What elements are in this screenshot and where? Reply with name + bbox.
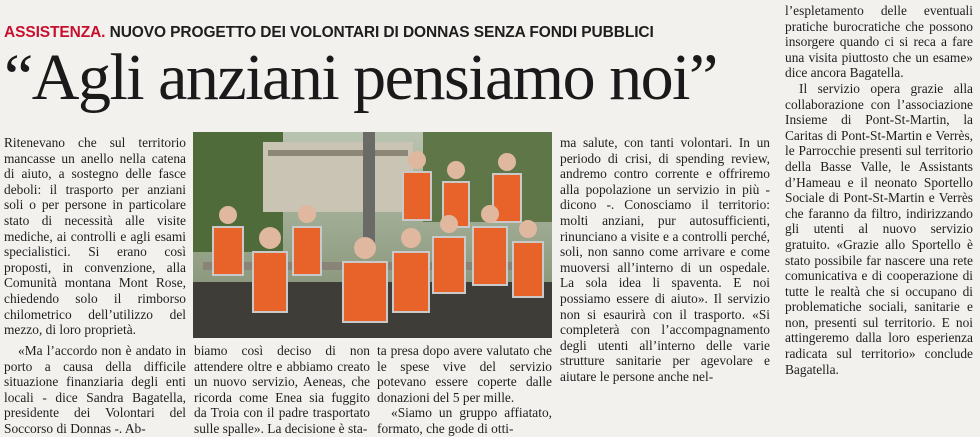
- paragraph: «Ma l’accordo non è andato in porto a causa della difficile situazione finanziaria degli enti locali - dice Sandra Bagatella, presidente dei Volontari del Soccorso di Donnas -. Ab-: [4, 343, 186, 436]
- paragraph: l’espletamento delle eventuali pratiche burocratiche che possono insorgere quando ci si reca a fare una visita piuttosto che un esame» dice ancora Bagatella.: [785, 3, 973, 81]
- article-column-1: [4, 135, 186, 338]
- article-column-5: [785, 3, 973, 377]
- paragraph: «Siamo un gruppo affiatato, formato, che gode di otti-: [377, 405, 552, 436]
- article-column-3: [377, 343, 552, 437]
- article-column-4: [560, 135, 770, 385]
- article-column-1-continued: [4, 343, 186, 437]
- group-photo-volunteers-icon: [193, 132, 552, 338]
- headline: “Agli anziani pensiamo noi”: [4, 41, 717, 114]
- group-photo: [193, 132, 552, 338]
- paragraph: biamo così deciso di non attendere oltre e abbiamo creato un nuovo servizio, Aeneas, che ricorda come Enea sia fuggito da Troia con il padre trasportato sulle spalle». La decisione è sta-: [194, 343, 370, 436]
- paragraph: Il servizio opera grazie alla collaborazione con l’associazione Insieme di Pont-St-Martin, la Caritas di Pont-St-Martin e Verrès, le Parrocchie presenti sul territorio della Basse Valle, le Assistants d’Hameau e il neonato Sportello Sociale di Pont-St-Martin e Verrès che faranno da filtro, indirizzando gli utenti al nuovo servizio gratuito. «Grazie allo Sportello è stato possibile far nascere una rete comunicativa e di cooperazione di tutte le realtà che si occupano di problematiche sociali, sanitarie e non, presenti sul territorio. E noi attingeremo dalla loro esperienza radicata sul territorio» conclude Bagatella.: [785, 80, 973, 377]
- kicker-text: NUOVO PROGETTO DEI VOLONTARI DI DONNAS SENZA FONDI PUBBLICI: [109, 24, 654, 41]
- article-column-2: [194, 343, 370, 437]
- paragraph: Ritenevano che sul territorio mancasse un anello nella catena di aiuto, a sostegno delle fasce deboli: il trasporto per anziani soli o per persone in particolare stato di necessità alle visite mediche, ai controlli e agli esami specialistici. Si erano così proposti, in convenzione, alla Comunità montana Mont Rose, chiedendo solo il rimborso chilometrico dell’utilizzo del mezzo, di loro proprietà.: [4, 135, 186, 338]
- kicker: [4, 24, 654, 42]
- section-label: ASSISTENZA.: [4, 24, 106, 41]
- paragraph: ta presa dopo avere valutato che le spese vive del servizio potevano essere coperte dalle donazioni del 5 per mille.: [377, 343, 552, 405]
- paragraph: ma salute, con tanti volontari. In un periodo di crisi, di spending review, andremo contro corrente e offriremo alla popolazione un servizio in più - dicono -. Conosciamo il territorio: molti anziani, pur autosufficienti, rinunciano a visite e a controlli perché, soli, non sanno come arrivare e come muoversi all’interno di un ospedale. La sola idea li spaventa. E noi possiamo essere di aiuto». Il servizio non si esaurirà con il trasporto. «Si completerà con l’accompagnamento degli utenti all’interno delle varie strutture sanitarie per agevolare e aiutare le persone anche nel-: [560, 135, 770, 384]
